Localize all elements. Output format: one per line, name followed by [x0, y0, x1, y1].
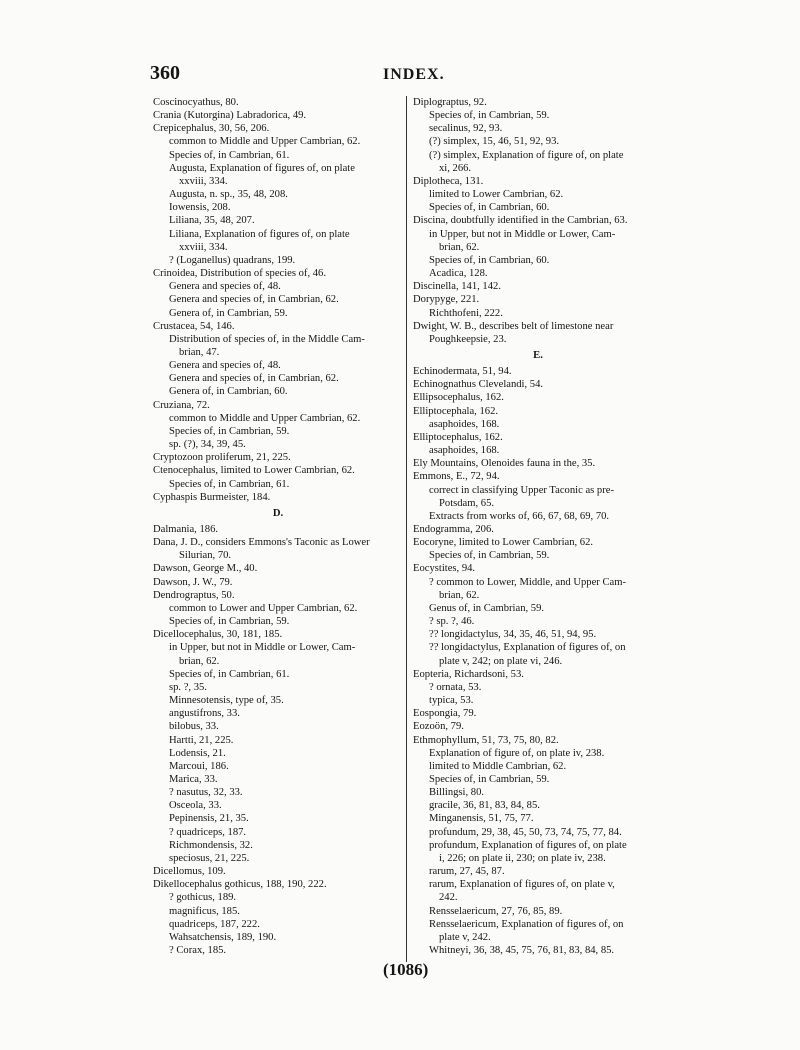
index-subentry: ? ornata, 53.	[429, 681, 482, 693]
index-entry: Emmons, E., 72, 94.	[413, 471, 500, 483]
index-entry: Ethmophyllum, 51, 73, 75, 80, 82.	[413, 734, 559, 746]
index-subentry: Wahsatchensis, 189, 190.	[169, 931, 277, 943]
index-subentry: gracile, 36, 81, 83, 84, 85.	[429, 800, 540, 812]
index-continuation: Silurian, 70.	[179, 550, 232, 562]
index-subentry: Genera and species of, in Cambrian, 62.	[169, 294, 339, 306]
index-subentry: Genera and species of, 48.	[169, 281, 281, 293]
index-subentry: Pepinensis, 21, 35.	[169, 813, 249, 825]
index-subentry: ? common to Lower, Middle, and Upper Cam-	[429, 576, 626, 588]
page-number: 360	[150, 62, 180, 84]
index-subentry: Minnesotensis, type of, 35.	[169, 695, 284, 707]
index-subentry: rarum, 27, 45, 87.	[429, 866, 505, 878]
index-entry: Crepicephalus, 30, 56, 206.	[153, 123, 270, 135]
index-column-left	[153, 96, 403, 957]
index-subentry: Billingsi, 80.	[429, 787, 485, 799]
index-entry: Elliptocephala, 162.	[413, 405, 499, 417]
index-subentry: Species of, in Cambrian, 61.	[169, 668, 290, 680]
index-subentry: Species of, in Cambrian, 60.	[429, 202, 550, 214]
index-subentry: ? nasutus, 32, 33.	[169, 787, 243, 799]
index-subentry: Species of, in Cambrian, 61.	[169, 149, 290, 161]
index-entry: Discinella, 141, 142.	[413, 281, 501, 293]
index-entry: Ely Mountains, Olenoides fauna in the, 35.	[413, 458, 596, 470]
index-entry: Echinognathus Clevelandi, 54.	[413, 379, 544, 391]
index-subentry: angustifrons, 33.	[169, 708, 240, 720]
index-subentry: in Upper, but not in Middle or Lower, Cam-	[429, 228, 616, 240]
index-subentry: Species of, in Cambrian, 59.	[169, 425, 290, 437]
index-subentry: (?) simplex, Explanation of figure of, on plate	[429, 149, 624, 161]
index-subentry: common to Middle and Upper Cambrian, 62.	[169, 136, 361, 148]
index-entry: Dawson, George M., 40.	[153, 563, 258, 575]
index-subentry: speciosus, 21, 225.	[169, 852, 250, 864]
index-column-right	[413, 96, 663, 957]
index-entry: Discina, doubtfully identified in the Cambrian, 63.	[413, 215, 628, 227]
index-subentry: quadriceps, 187, 222.	[169, 918, 260, 930]
index-subentry: Iowensis, 208.	[169, 202, 231, 214]
index-subentry: asaphoides, 168.	[429, 445, 500, 457]
index-subentry: limited to Middle Cambrian, 62.	[429, 760, 567, 772]
index-entry: Dorypyge, 221.	[413, 294, 480, 306]
section-letter: E.	[533, 349, 543, 361]
index-entry: Cyphaspis Burmeister, 184.	[153, 491, 271, 503]
index-subentry: Acadica, 128.	[429, 268, 488, 280]
index-entry: Dawson, J. W., 79.	[153, 576, 233, 588]
index-subentry: (?) simplex, 15, 46, 51, 92, 93.	[429, 136, 560, 148]
index-subentry: in Upper, but not in Middle or Lower, Cam-	[169, 642, 356, 654]
index-entry: Eozoön, 79.	[413, 721, 464, 733]
index-subentry: Marica, 33.	[169, 773, 218, 785]
index-entry: Ctenocephalus, limited to Lower Cambrian, 62.	[153, 465, 355, 477]
index-entry: Dikellocephalus gothicus, 188, 190, 222.	[153, 879, 327, 891]
index-subentry: Genera and species of, in Cambrian, 62.	[169, 373, 339, 385]
index-subentry: secalinus, 92, 93.	[429, 123, 503, 135]
index-subentry: sp. (?), 34, 39, 45.	[169, 439, 246, 451]
index-subentry: Hartti, 21, 225.	[169, 734, 234, 746]
index-entry: Crustacea, 54, 146.	[153, 320, 235, 332]
index-entry: Dicellocephalus, 30, 181, 185.	[153, 629, 283, 641]
index-subentry: Species of, in Cambrian, 60.	[429, 254, 550, 266]
index-subentry: ?? longidactylus, Explanation of figures of, on	[429, 642, 626, 654]
index-subentry: Genera and species of, 48.	[169, 360, 281, 372]
index-entry: Diplograptus, 92.	[413, 97, 487, 108]
index-entry: Endogramma, 206.	[413, 524, 494, 535]
index-subentry: ? (Loganellus) quadrans, 199.	[169, 254, 296, 266]
index-subentry: magnificus, 185.	[169, 905, 240, 917]
index-entry: Dwight, W. B., describes belt of limestone near	[413, 320, 614, 332]
index-continuation: brian, 62.	[439, 589, 480, 601]
index-continuation: xi, 266.	[439, 162, 472, 174]
index-subentry: Species of, in Cambrian, 61.	[169, 478, 290, 490]
index-entry: Eocystites, 94.	[413, 563, 476, 575]
index-subentry: Liliana, 35, 48, 207.	[169, 215, 255, 227]
index-subentry: Osceola, 33.	[169, 800, 222, 812]
index-entry: Dendrograptus, 50.	[153, 589, 235, 601]
index-entry: Dana, J. D., considers Emmons's Taconic as Lower	[153, 537, 370, 549]
index-entry: Cruziana, 72.	[153, 399, 210, 411]
index-subentry: Rensselaericum, Explanation of figures of, on	[429, 918, 624, 930]
index-subentry: Species of, in Cambrian, 59.	[429, 550, 550, 562]
index-subentry: Explanation of figure of, on plate iv, 238.	[429, 747, 605, 759]
index-subentry: common to Middle and Upper Cambrian, 62.	[169, 412, 361, 424]
index-subentry: Liliana, Explanation of figures of, on plate	[169, 228, 350, 240]
index-subentry: Distribution of species of, in the Middle Cam-	[169, 333, 365, 345]
index-entry: Echinodermata, 51, 94.	[413, 366, 512, 378]
index-subentry: typica, 53.	[429, 695, 474, 707]
index-entry: Dalmania, 186.	[153, 524, 219, 535]
index-entry: Eopteria, Richardsoni, 53.	[413, 668, 524, 680]
index-subentry: ? sp. ?, 46.	[429, 616, 475, 628]
index-subentry: Richmondensis, 32.	[169, 839, 253, 851]
index-subentry: bilobus, 33.	[169, 721, 219, 733]
index-continuation: plate v, 242; on plate vi, 246.	[439, 655, 563, 667]
index-subentry: sp. ?, 35.	[169, 681, 207, 693]
index-subentry: limited to Lower Cambrian, 62.	[429, 189, 564, 201]
index-subentry: correct in classifying Upper Taconic as pre-	[429, 484, 614, 496]
index-continuation: brian, 62.	[439, 241, 480, 253]
index-subentry: Species of, in Cambrian, 59.	[429, 773, 550, 785]
index-entry: Coscinocyathus, 80.	[153, 97, 239, 108]
index-subentry: Genera of, in Cambrian, 60.	[169, 386, 288, 398]
index-subentry: Minganensis, 51, 75, 77.	[429, 813, 534, 825]
index-subentry: Extracts from works of, 66, 67, 68, 69, 70.	[429, 510, 610, 522]
index-entry: Dicellomus, 109.	[153, 866, 226, 878]
index-continuation: Potsdam, 65.	[439, 497, 495, 509]
footer-page-number: (1086)	[383, 960, 429, 979]
index-entry: Diplotheca, 131.	[413, 175, 484, 187]
index-subentry: Marcoui, 186.	[169, 760, 229, 772]
index-subentry: Augusta, Explanation of figures of, on plate	[169, 162, 355, 174]
column-divider	[406, 96, 407, 962]
index-entry: Crania (Kutorgina) Labradorica, 49.	[153, 110, 307, 122]
index-continuation: brian, 62.	[179, 655, 220, 667]
index-entry: Cryptozoon proliferum, 21, 225.	[153, 452, 291, 464]
index-subentry: Species of, in Cambrian, 59.	[169, 616, 290, 628]
index-entry: Eocoryne, limited to Lower Cambrian, 62.	[413, 537, 594, 549]
section-letter: D.	[272, 507, 284, 519]
index-subentry: ? Corax, 185.	[169, 945, 227, 956]
index-subentry: Species of, in Cambrian, 59.	[429, 110, 550, 122]
index-subentry: Genera of, in Cambrian, 59.	[169, 307, 288, 319]
index-continuation: xxviii, 334.	[179, 175, 228, 187]
index-subentry: ? gothicus, 189.	[169, 892, 237, 904]
index-subentry: Rensselaericum, 27, 76, 85, 89.	[429, 905, 563, 917]
index-subentry: rarum, Explanation of figures of, on plate v,	[429, 879, 615, 891]
index-subentry: profundum, Explanation of figures of, on plate	[429, 839, 627, 851]
index-subentry: Whitneyi, 36, 38, 45, 75, 76, 81, 83, 84, 85.	[429, 945, 615, 956]
index-continuation: plate v, 242.	[439, 931, 491, 943]
index-continuation: 242.	[439, 892, 458, 904]
index-entry: Ellipsocephalus, 162.	[413, 392, 504, 404]
index-continuation: i, 226; on plate ii, 230; on plate iv, 238.	[439, 852, 606, 864]
index-continuation: brian, 47.	[179, 346, 220, 358]
index-subentry: Augusta, n. sp., 35, 48, 208.	[169, 189, 288, 201]
index-subentry: Poughkeepsie, 23.	[429, 333, 507, 345]
index-subentry: Genus of, in Cambrian, 59.	[429, 602, 545, 614]
index-entry: Eospongia, 79.	[413, 708, 477, 720]
running-head: INDEX.	[383, 66, 445, 83]
index-subentry: common to Lower and Upper Cambrian, 62.	[169, 602, 358, 614]
index-subentry: Richthofeni, 222.	[429, 307, 503, 319]
index-entry: Elliptocephalus, 162.	[413, 431, 503, 443]
index-entry: Crinoidea, Distribution of species of, 46.	[153, 268, 327, 280]
index-subentry: asaphoides, 168.	[429, 418, 500, 430]
index-subentry: profundum, 29, 38, 45, 50, 73, 74, 75, 77, 84.	[429, 826, 622, 838]
index-continuation: xxviii, 334.	[179, 241, 228, 253]
index-subentry: Lodensis, 21.	[169, 747, 226, 759]
index-subentry: ?? longidactylus, 34, 35, 46, 51, 94, 95.	[429, 629, 597, 641]
index-subentry: ? quadriceps, 187.	[169, 826, 247, 838]
